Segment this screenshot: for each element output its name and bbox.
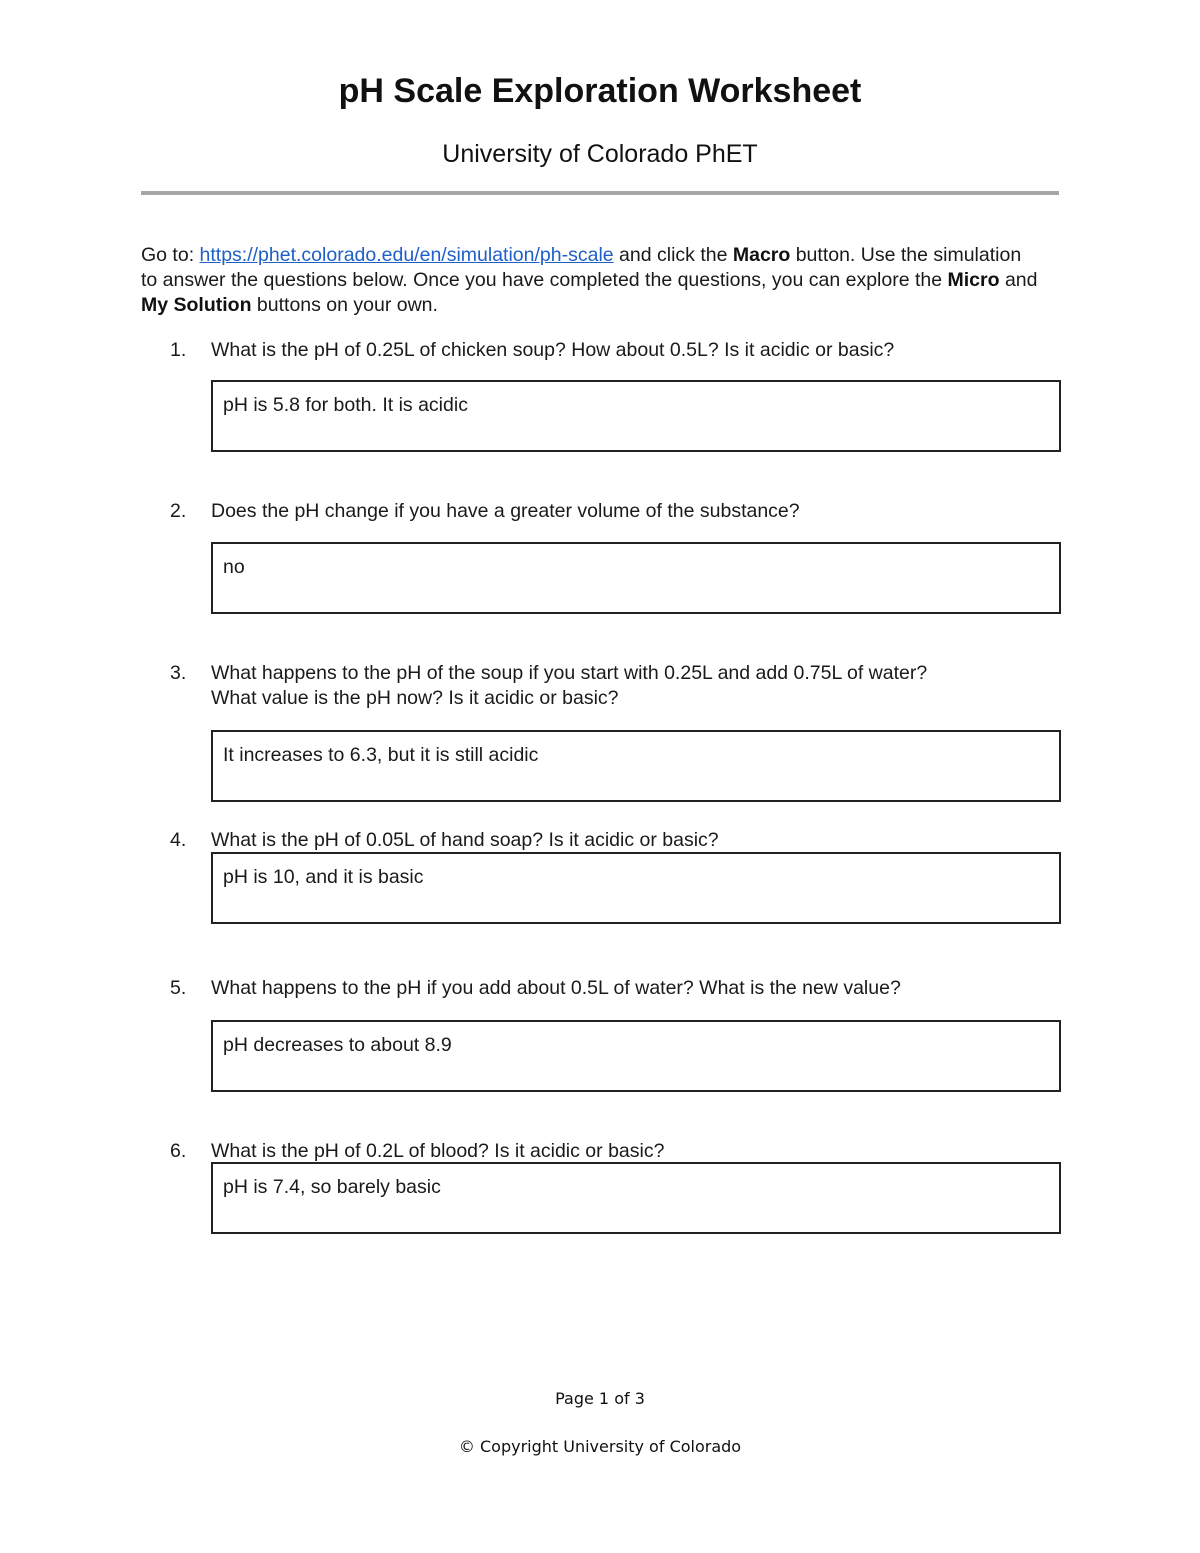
answer-box-2[interactable] <box>211 542 1061 614</box>
question-number: 5. <box>170 977 187 999</box>
answer-text: It increases to 6.3, but it is still acidic <box>223 744 539 766</box>
simulation-link[interactable]: https://phet.colorado.edu/en/simulation/ph-scale <box>199 244 614 266</box>
intro-prefix: Go to: <box>141 244 200 266</box>
answer-text: pH is 5.8 for both. It is acidic <box>223 394 468 416</box>
answer-text: pH decreases to about 8.9 <box>223 1034 452 1056</box>
my-solution-term: My Solution <box>141 294 252 316</box>
question-text-line: What value is the pH now? Is it acidic or basic? <box>211 687 619 709</box>
answer-box-1[interactable] <box>211 380 1061 452</box>
answer-box-5[interactable] <box>211 1020 1061 1092</box>
question-text: Does the pH change if you have a greater volume of the substance? <box>211 500 800 522</box>
answer-box-3[interactable] <box>211 730 1061 802</box>
header-divider <box>141 191 1059 195</box>
intro-paragraph <box>141 243 1041 318</box>
page-number: Page 1 of 3 <box>555 1389 645 1408</box>
question-text-line: What happens to the pH of the soup if you start with 0.25L and add 0.75L of water? <box>211 662 928 684</box>
question-number: 6. <box>170 1140 187 1162</box>
page-title: pH Scale Exploration Worksheet <box>338 72 862 110</box>
page-subtitle: University of Colorado PhET <box>442 140 758 168</box>
question-text: What is the pH of 0.05L of hand soap? Is it acidic or basic? <box>211 829 719 851</box>
question-text: What is the pH of 0.25L of chicken soup? How about 0.5L? Is it acidic or basic? <box>211 339 895 361</box>
answer-box-4[interactable] <box>211 852 1061 924</box>
question-number: 2. <box>170 500 187 522</box>
question-number: 1. <box>170 339 187 361</box>
question-number: 4. <box>170 829 187 851</box>
macro-term: Macro <box>732 244 791 266</box>
copyright-notice: © Copyright University of Colorado <box>458 1437 742 1456</box>
question-text: What is the pH of 0.2L of blood? Is it acidic or basic? <box>211 1140 665 1162</box>
question-number: 3. <box>170 662 187 684</box>
micro-term: Micro <box>947 269 1000 291</box>
intro-text: and <box>999 269 1038 291</box>
answer-text: pH is 10, and it is basic <box>223 866 424 888</box>
intro-text: button. Use the simulation to answer the questions below. Once you have completed the questions, you can explore the <box>141 244 1022 291</box>
question-text <box>211 661 1051 711</box>
answer-text: pH is 7.4, so barely basic <box>223 1176 441 1198</box>
intro-suffix: buttons on your own. <box>251 294 438 316</box>
intro-text: and click the <box>613 244 733 266</box>
answer-text: no <box>223 556 245 578</box>
question-text: What happens to the pH if you add about 0.5L of water? What is the new value? <box>211 977 901 999</box>
answer-box-6[interactable] <box>211 1162 1061 1234</box>
